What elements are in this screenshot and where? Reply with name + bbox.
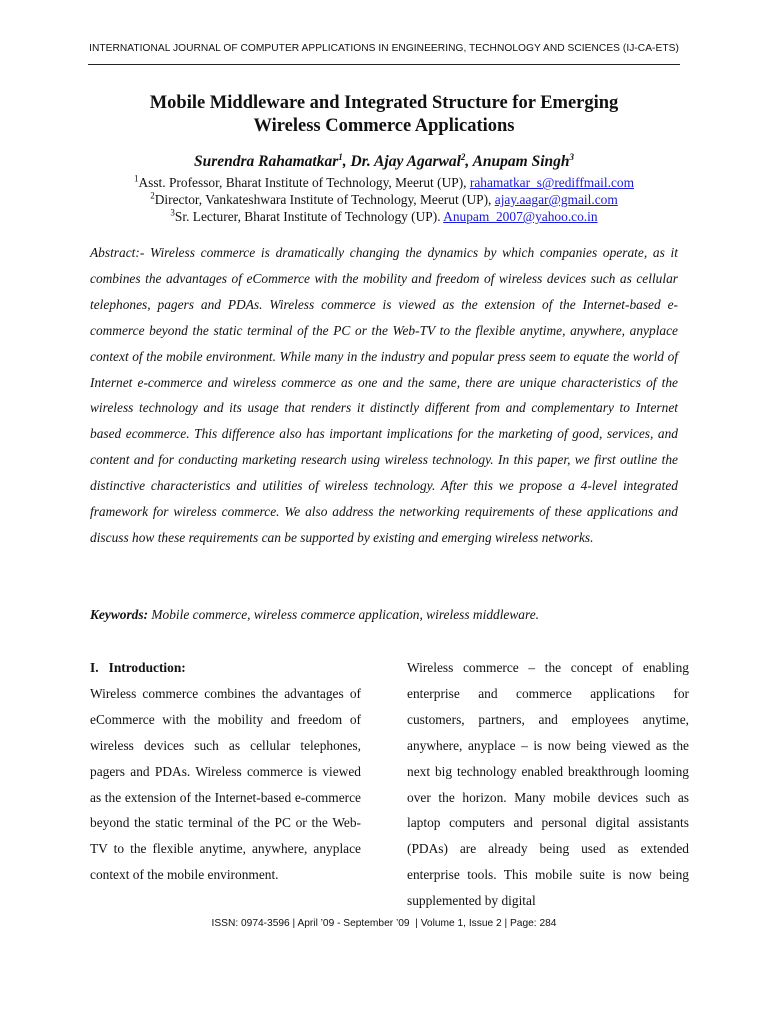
- email-link[interactable]: ajay.aagar@gmail.com: [494, 192, 618, 207]
- column-right: [407, 655, 689, 909]
- author-sup: 1: [338, 151, 343, 162]
- author-sep: ,: [342, 153, 351, 170]
- page-footer: ISSN: 0974-3596 | April ’09 - September ’09 | Volume 1, Issue 2 | Page: 284: [211, 918, 557, 929]
- affil-text: Sr. Lecturer, Bharat Institute of Technology (UP).: [174, 209, 444, 224]
- affiliation-3: [88, 208, 680, 225]
- intro-paragraph-right: Wireless commerce – the concept of enabling enterprise and commerce applications for customers, partners, and employees anytime, anywhere, anyplace – is now being viewed as the next big technology enabled breakthrough looming over the horizon. Many mobile devices such as laptop computers and personal digital assistants (PDAs) are already being used as extended enterprise tools. This mobile suite is now being supplemented by digital: [407, 660, 689, 909]
- author-name: Dr. Ajay Agarwal: [350, 153, 461, 170]
- affiliation-1: [88, 174, 680, 191]
- affil-sup: 3: [170, 207, 175, 218]
- email-link[interactable]: Anupam_2007@yahoo.co.in: [443, 209, 598, 224]
- abstract: Abstract:- Wireless commerce is dramatically changing the dynamics by which companies operate, as it combines the advantages of eCommerce with the mobility and freedom of wireless devices such as cellular telephones, pagers and PDAs. Wireless commerce is viewed as the extension of the Internet-based e-commerce beyond the static terminal of the PC or the Web-TV to the flexible anytime, anywhere, anyplace context of the mobile environment. While many in the industry and popular press seem to equate the world of Internet e-commerce and wireless commerce as one and the same, there are unique characteristics of the wireless technology and its usage that renders it distinctly different from and complementary to Internet based ecommerce. This difference also has important implications for the marketing of good, services, and content and for conducting marketing research using wireless technology. In this paper, we first outline the distinctive characteristics and utilities of wireless technology. After this we propose a 4-level integrated framework for wireless commerce. We also address the networking requirements of these applications and discuss how these requirements can be supported by existing and emerging wireless networks.: [90, 245, 678, 545]
- affil-sup: 2: [150, 190, 155, 201]
- keywords-label: Keywords:: [90, 607, 149, 622]
- header-rule: [88, 64, 680, 65]
- affiliations: [88, 174, 680, 225]
- author-sep: ,: [465, 153, 473, 170]
- affil-sup: 1: [133, 173, 139, 184]
- journal-header: INTERNATIONAL JOURNAL OF COMPUTER APPLICATIONS IN ENGINEERING, TECHNOLOGY AND SCIENCES (IJ-CA-ETS): [89, 43, 679, 54]
- author-sup: 2: [460, 151, 466, 162]
- affil-text: Asst. Professor, Bharat Institute of Technology, Meerut (UP),: [138, 175, 470, 190]
- title-line-1: Mobile Middleware and Integrated Structure for Emerging: [149, 93, 619, 113]
- keywords-text: Mobile commerce, wireless commerce application, wireless middleware.: [148, 607, 539, 622]
- column-left: [90, 655, 361, 895]
- author-list: [88, 153, 680, 171]
- author-name: Anupam Singh: [472, 153, 570, 170]
- affiliation-2: [88, 191, 680, 208]
- title-line-2: Wireless Commerce Applications: [253, 116, 515, 136]
- intro-paragraph-left: Wireless commerce combines the advantages of eCommerce with the mobility and freedom of wireless devices such as cellular telephones, pagers and PDAs. Wireless commerce is viewed as the extension of the Internet-based e-commerce beyond the static terminal of the PC or the Web-TV to the flexible anytime, anywhere, anyplace context of the mobile environment.: [90, 685, 361, 883]
- keywords: [90, 604, 678, 626]
- paper-title: [88, 92, 680, 138]
- author-sup: 3: [569, 151, 575, 162]
- email-link[interactable]: rahamatkar_s@rediffmail.com: [469, 175, 635, 190]
- affil-text: Director, Vankateshwara Institute of Technology, Meerut (UP),: [154, 192, 495, 207]
- section-heading: I. Introduction:: [90, 660, 186, 675]
- author-name: Surendra Rahamatkar: [193, 153, 339, 170]
